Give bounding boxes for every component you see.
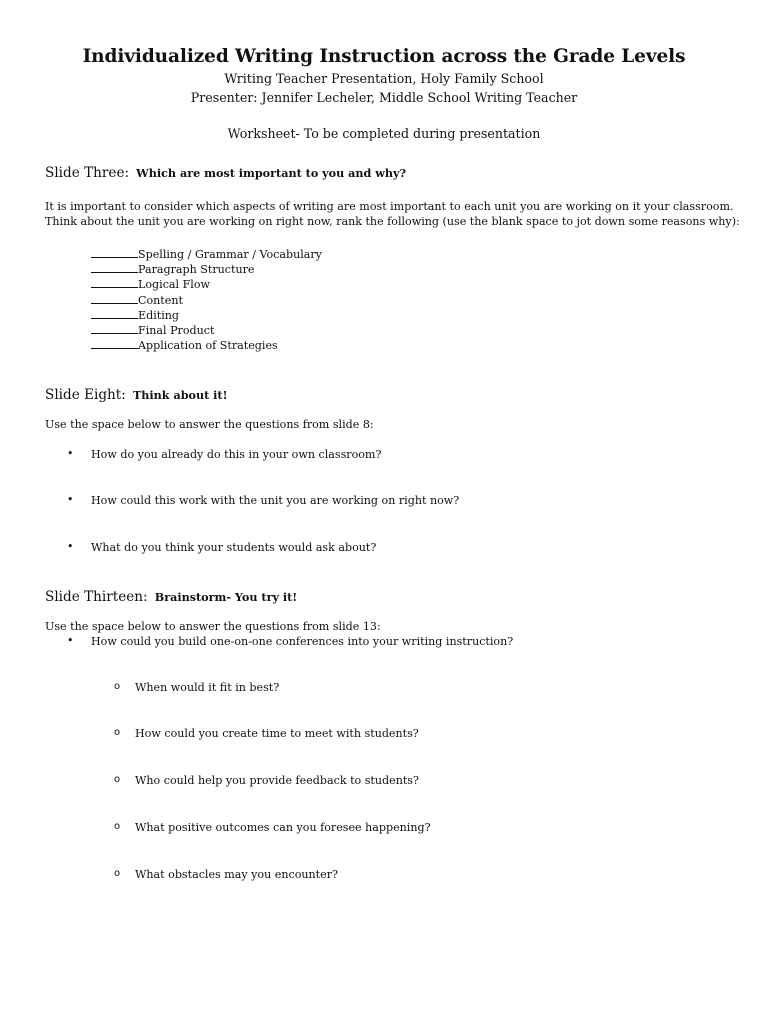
slide-thirteen-question: Brainstorm- You try it! [154,590,298,604]
circle-bullet-icon: o [114,681,121,692]
ranking-item [91,261,322,276]
circle-bullet-icon: o [114,868,121,879]
slide-eight-question-item: How do you already do this in your own classroom? [91,448,382,461]
bullet-icon: • [67,493,74,506]
slide-three-instructions-line2: Think about the unit you are working on right now, rank the following (use the blank space to jot down some reasons why): [45,215,740,228]
slide-thirteen-heading [45,586,297,605]
slide-three-heading [45,162,406,181]
bullet-icon: • [67,540,74,553]
slide-three-label: Slide Three: [45,165,130,181]
ranking-item-label: Paragraph Structure [138,263,255,277]
slide-thirteen-sub-question: How could you create time to meet with students? [135,727,419,740]
slide-thirteen-sub-question: What obstacles may you encounter? [135,868,338,881]
slide-thirteen-sub-question: Who could help you provide feedback to students? [135,774,419,787]
rank-blank[interactable] [91,292,138,304]
rank-blank[interactable] [91,246,138,258]
ranking-item-label: Final Product [138,323,215,337]
rank-blank[interactable] [91,322,138,334]
presenter-line: Presenter: Jennifer Lecheler, Middle School Writing Teacher [190,90,578,105]
circle-bullet-icon: o [114,821,121,832]
bullet-icon: • [67,447,74,460]
rank-blank[interactable] [91,337,138,349]
bullet-icon: • [67,634,74,647]
slide-three-question: Which are most important to you and why? [136,166,407,180]
slide-eight-question-item: How could this work with the unit you are working on right now? [91,494,460,507]
slide-thirteen-main-question: How could you build one-on-one conferences into your writing instruction? [91,635,514,648]
ranking-item [91,322,322,337]
ranking-item [91,307,322,322]
rank-blank[interactable] [91,276,138,288]
presentation-subtitle: Writing Teacher Presentation, Holy Family School [224,71,544,86]
circle-bullet-icon: o [114,774,121,785]
rank-blank[interactable] [91,261,138,273]
slide-eight-question-item: What do you think your students would ask about? [91,541,377,554]
worksheet-heading: Worksheet- To be completed during presentation [227,126,541,141]
slide-three-instructions-line1: It is important to consider which aspects of writing are most important to each unit you are working on it your classroom. [45,200,734,213]
rank-blank[interactable] [91,307,138,319]
slide-thirteen-label: Slide Thirteen: [45,589,148,605]
slide-thirteen-sub-question: When would it fit in best? [135,681,280,694]
ranking-item [91,246,322,261]
ranking-item [91,276,322,291]
slide-eight-question: Think about it! [132,388,228,402]
slide-eight-label: Slide Eight: [45,387,126,403]
ranking-item-label: Logical Flow [138,278,211,292]
slide-eight-heading [45,384,228,403]
slide-thirteen-sub-question: What positive outcomes can you foresee happening? [135,821,431,834]
document-title: Individualized Writing Instruction across the Grade Levels [82,46,686,67]
slide-eight-intro: Use the space below to answer the questions from slide 8: [45,418,374,431]
slide-thirteen-intro: Use the space below to answer the questions from slide 13: [45,620,381,633]
ranking-item-label: Spelling / Grammar / Vocabulary [138,248,322,261]
ranking-item [91,337,322,352]
ranking-item-label: Content [138,293,183,307]
ranking-item [91,292,322,307]
ranking-list [91,246,322,352]
ranking-item-label: Editing [138,308,180,322]
circle-bullet-icon: o [114,727,121,738]
ranking-item-label: Application of Strategies [138,339,278,353]
